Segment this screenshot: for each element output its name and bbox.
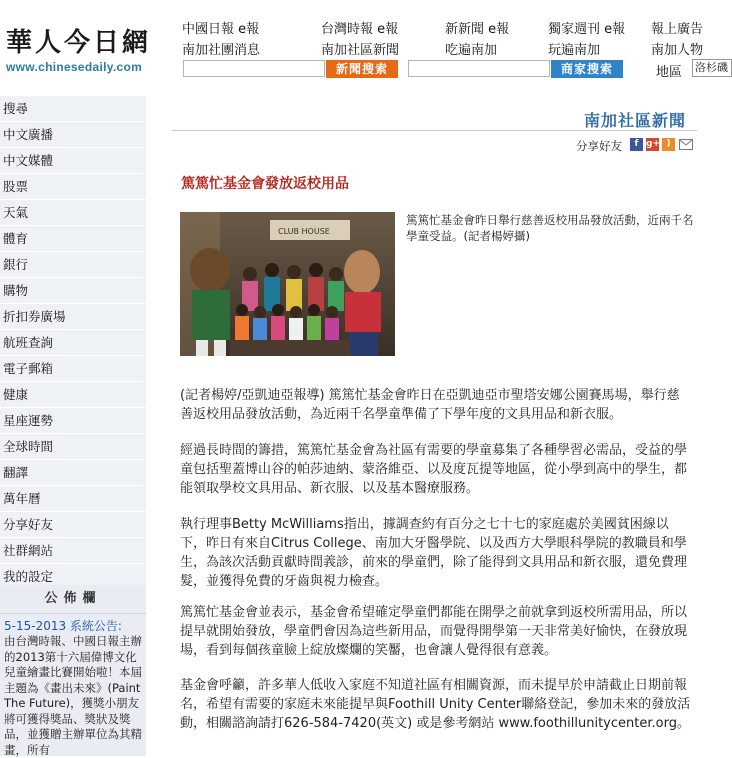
logo-wordmark: 華人今日網 — [6, 28, 152, 58]
sidebar-item-share[interactable]: 分享好友 — [0, 512, 146, 538]
rss-icon[interactable]: ) — [662, 138, 675, 151]
facebook-icon[interactable]: f — [630, 138, 643, 151]
bulletin-board — [0, 585, 146, 756]
article-paragraph: 執行理事Betty McWilliams指出，據調查約有百分之七十七的家庭處於美國貧困線以下，昨日有來自Citrus College、南加大牙醫學院、以及西方大學眼科學院的教職員和學生，為該次活動貢獻時間義診，前來的學童們，除了能得到文具用品和新衣服，還免費理髮，並獲得免費的牙齒與視力檢查。 — [180, 517, 688, 589]
bulletin-date[interactable]: 5-15-2013 系統公告: — [4, 619, 122, 633]
sidebar-item-banking[interactable]: 銀行 — [0, 252, 146, 278]
sidebar-item-shopping[interactable]: 購物 — [0, 278, 146, 304]
link-community-news[interactable]: 南加社區新聞 — [321, 43, 400, 58]
article-headline: 篤篤忙基金會發放返校用品 — [181, 176, 349, 192]
news-search-button[interactable]: 新聞搜索 — [326, 60, 398, 78]
link-china-daily-ebook[interactable]: 中國日報 e報 — [182, 22, 260, 37]
link-socal-people[interactable]: 南加人物 — [651, 43, 704, 58]
sidebar-item-sports[interactable]: 體育 — [0, 226, 146, 252]
sidebar-item-chinese-radio[interactable]: 中文廣播 — [0, 122, 146, 148]
sidebar-item-health[interactable]: 健康 — [0, 382, 146, 408]
sidebar-item-social[interactable]: 社群網站 — [0, 538, 146, 564]
region-label: 地區 — [656, 65, 683, 80]
divider — [172, 130, 697, 131]
sidebar-item-translate[interactable]: 翻譯 — [0, 460, 146, 486]
news-search-input[interactable] — [183, 60, 325, 77]
link-exclusive-weekly-ebook[interactable]: 獨家週刊 e報 — [548, 22, 626, 37]
link-eat-socal[interactable]: 吃遍南加 — [445, 43, 498, 58]
sidebar-item-search[interactable]: 搜尋 — [0, 96, 146, 122]
link-taiwan-times-ebook[interactable]: 台灣時報 e報 — [321, 22, 399, 37]
link-community-groups[interactable]: 南加社團消息 — [182, 43, 261, 58]
sidebar-item-chinese-media[interactable]: 中文媒體 — [0, 148, 146, 174]
sidebar-item-weather[interactable]: 天氣 — [0, 200, 146, 226]
sidebar-item-flights[interactable]: 航班查詢 — [0, 330, 146, 356]
photo-caption: 篤篤忙基金會昨日舉行慈善返校用品發放活動，近兩千名學童受益。(記者楊婷攝) — [406, 213, 694, 243]
bulletin-title: 公佈欄 — [0, 585, 146, 614]
article-paragraph: 基金會呼籲，許多華人低收入家庭不知道社區有相關資源，而未提早於申請截止日期前報名，希望有需要的家庭未來能提早與Foothill Unity Center聯絡登記，參加未來的發放活動，相關諮詢請打626-584-7420(英文) 或是參考網站 www.foothillunitycenter.org。 — [180, 678, 691, 731]
business-search-button[interactable]: 商家搜索 — [551, 60, 623, 78]
region-select[interactable]: 洛杉磯 — [692, 59, 732, 77]
site-logo[interactable] — [6, 28, 151, 74]
bulletin-text: 由台灣時報、中國日報主辦的2013第十六屆偉博文化兒童繪畫比賽開始啦！本屆主題為《畫出未來》(Paint The Future)，獲獎小朋友將可獲得獎品、獎狀及獎品，並獲贈主辦單位為其精畫，所有 — [4, 634, 142, 757]
link-print-ads[interactable]: 報上廣告 — [651, 22, 704, 37]
article-paragraph: 經過長時間的籌措，篤篤忙基金會為社區有需要的學童募集了各種學習必需品，受益的學童包括聖蓋博山谷的帕莎迪納、蒙洛維亞、以及度瓦提等地區，從小學到高中的學生，都能領取學校文具用品、新衣服、以及基本醫療服務。 — [180, 443, 688, 496]
business-search-input[interactable] — [408, 60, 550, 77]
article-photo — [180, 212, 395, 356]
article-paragraph: (記者楊婷/亞凱迪亞報導) 篤篤忙基金會昨日在亞凱迪亞市聖塔安娜公園賽馬場，舉行慈善返校用品發放活動，為近兩千名學童準備了下學年度的文具用品和新衣服。 — [180, 388, 680, 422]
site-header — [0, 0, 728, 92]
email-icon[interactable] — [679, 139, 693, 150]
sidebar-item-coupons[interactable]: 折扣券廣場 — [0, 304, 146, 330]
link-play-socal[interactable]: 玩遍南加 — [548, 43, 601, 58]
sidebar-item-world-time[interactable]: 全球時間 — [0, 434, 146, 460]
sidebar-item-settings[interactable]: 我的設定 — [0, 564, 146, 590]
share-label: 分享好友 — [576, 139, 622, 153]
photo-sign-text: CLUB HOUSE — [278, 227, 330, 236]
sidebar-item-calendar[interactable]: 萬年曆 — [0, 486, 146, 512]
sidebar-item-email[interactable]: 電子郵箱 — [0, 356, 146, 382]
article-paragraph: 篤篤忙基金會並表示，基金會希望確定學童們都能在開學之前就拿到返校所需用品，所以提早就開始發放，學童們會因為這些新用品，而覺得開學第一天非常美好愉快，在發放現場，看到每個孩童臉上綻放燦爛的笑靨，也會讓人覺得很有意義。 — [180, 605, 688, 658]
sidebar-item-stocks[interactable]: 股票 — [0, 174, 146, 200]
google-icon[interactable]: g+ — [646, 139, 660, 149]
sidebar-item-horoscope[interactable]: 星座運勢 — [0, 408, 146, 434]
section-title[interactable]: 南加社區新聞 — [584, 111, 687, 130]
logo-url: www.chinesedaily.com — [6, 60, 143, 74]
link-new-news-ebook[interactable]: 新新聞 e報 — [445, 22, 510, 37]
